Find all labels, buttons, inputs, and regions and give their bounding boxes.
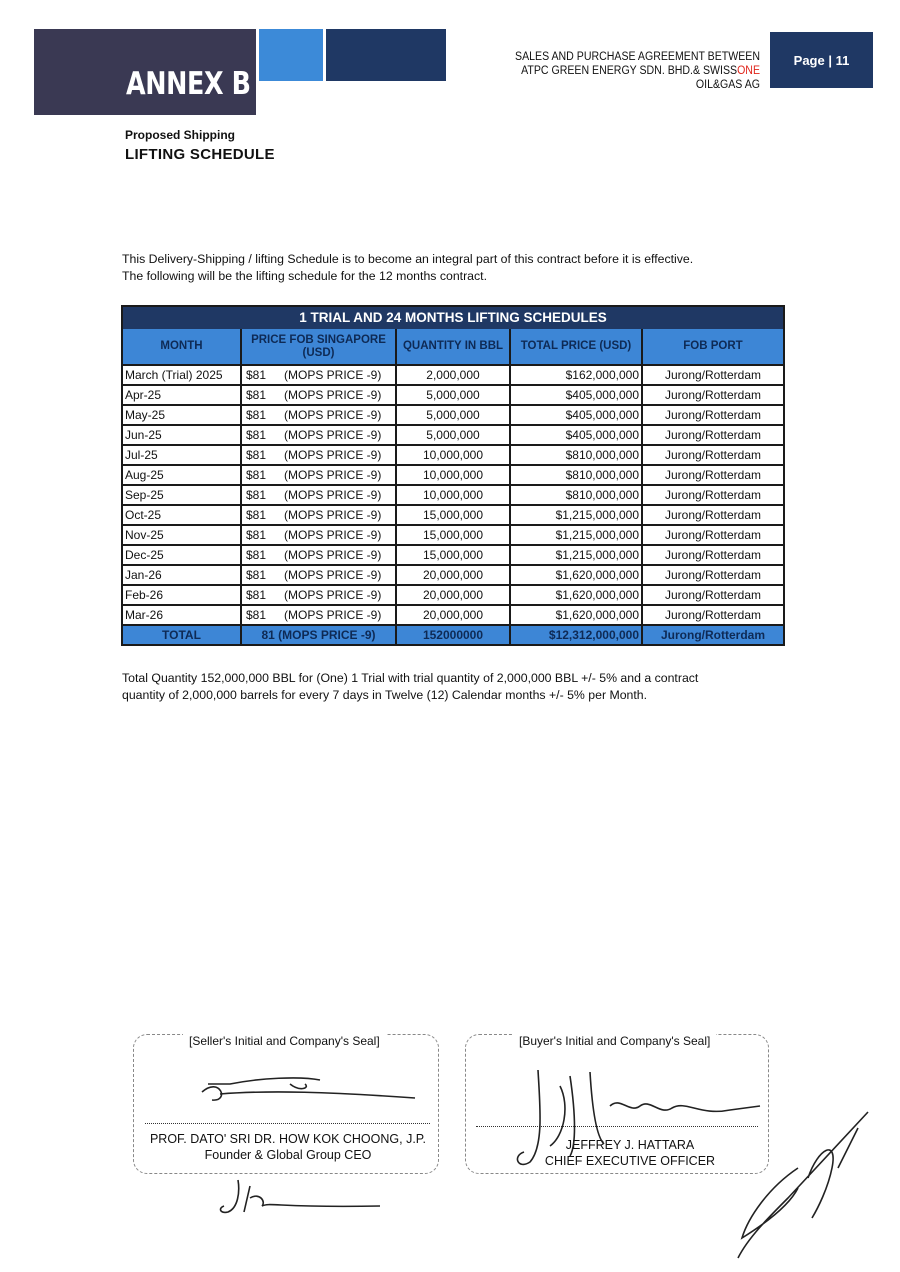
cell-month: Jul-25: [123, 446, 242, 464]
cell-month: May-25: [123, 406, 242, 424]
cell-month: Apr-25: [123, 386, 242, 404]
seller-name: PROF. DATO' SRI DR. HOW KOK CHOONG, J.P.: [149, 1132, 427, 1146]
table-row: [123, 364, 783, 384]
summary-paragraph: [122, 670, 802, 704]
total-label: TOTAL: [123, 626, 242, 644]
cell-price-mops: (MOPS PRICE -9): [284, 448, 382, 462]
agreement-line-2: ATPC GREEN ENERGY SDN. BHD.& SWISSONE OIL&GAS AG: [521, 65, 760, 91]
cell-quantity: 15,000,000: [397, 526, 511, 544]
cell-quantity: 10,000,000: [397, 446, 511, 464]
cell-price-mops: (MOPS PRICE -9): [284, 508, 382, 522]
seller-signature-line: [145, 1123, 430, 1124]
cell-price-mops: (MOPS PRICE -9): [284, 368, 382, 382]
table-row: [123, 584, 783, 604]
table-row: [123, 484, 783, 504]
cell-price-usd: $81: [246, 408, 267, 422]
table-title: 1 TRIAL AND 24 MONTHS LIFTING SCHEDULES: [123, 307, 783, 329]
table-row: [123, 444, 783, 464]
column-header-month: MONTH: [123, 329, 242, 364]
cell-total-price: $1,215,000,000: [511, 506, 643, 524]
cell-month: Mar-26: [123, 606, 242, 624]
cell-price-mops: (MOPS PRICE -9): [284, 408, 382, 422]
total-price-fob: 81 (MOPS PRICE -9): [242, 626, 397, 644]
proposed-shipping-label: Proposed Shipping: [125, 128, 235, 142]
swissone-accent: ONE: [737, 65, 760, 77]
cell-fob-port: Jurong/Rotterdam: [664, 548, 762, 562]
cell-total-price: $810,000,000: [511, 466, 643, 484]
total-price: $12,312,000,000: [511, 626, 643, 644]
cell-price-usd: $81: [246, 588, 267, 602]
seller-signature: [190, 1062, 420, 1112]
cell-price-usd: $81: [246, 568, 267, 582]
cell-price-mops: (MOPS PRICE -9): [284, 428, 382, 442]
cell-fob-port: Jurong/Rotterdam: [664, 388, 762, 402]
cell-price-usd: $81: [246, 388, 267, 402]
cell-quantity: 2,000,000: [397, 366, 511, 384]
cell-price-mops: (MOPS PRICE -9): [284, 388, 382, 402]
cell-price-usd: $81: [246, 428, 267, 442]
cell-fob-port: Jurong/Rotterdam: [664, 468, 762, 482]
cell-price: [242, 426, 397, 444]
cell-month: Oct-25: [123, 506, 242, 524]
cell-month: Sep-25: [123, 486, 242, 504]
header-navy-block: [326, 29, 446, 81]
lifting-schedule-table: [121, 305, 785, 646]
agreement-line-1: SALES AND PURCHASE AGREEMENT BETWEEN: [515, 51, 760, 63]
page-number: Page | 11: [770, 32, 873, 88]
cell-price-usd: $81: [246, 528, 267, 542]
cell-month: Jan-26: [123, 566, 242, 584]
cell-quantity: 20,000,000: [397, 566, 511, 584]
cell-fob-port: Jurong/Rotterdam: [664, 488, 762, 502]
total-quantity: 152000000: [397, 626, 511, 644]
column-header-quantity: QUANTITY IN BBL: [397, 329, 511, 364]
cell-price: [242, 506, 397, 524]
cell-fob-port: Jurong/Rotterdam: [664, 508, 762, 522]
intro-paragraph: [122, 251, 802, 285]
column-header-price: PRICE FOB SINGAPORE (USD): [242, 329, 397, 364]
cell-quantity: 20,000,000: [397, 586, 511, 604]
cell-price-mops: (MOPS PRICE -9): [284, 528, 382, 542]
cell-price-usd: $81: [246, 448, 267, 462]
cell-total-price: $1,215,000,000: [511, 546, 643, 564]
cell-month: Dec-25: [123, 546, 242, 564]
cell-price-mops: (MOPS PRICE -9): [284, 468, 382, 482]
intro-line-2: The following will be the lifting schedule for the 12 months contract.: [122, 269, 488, 283]
table-row: [123, 384, 783, 404]
seller-seal-label: [Seller's Initial and Company's Seal]: [183, 1034, 386, 1048]
cell-quantity: 20,000,000: [397, 606, 511, 624]
cell-price-mops: (MOPS PRICE -9): [284, 548, 382, 562]
total-port: Jurong/Rotterdam: [660, 628, 765, 642]
cell-price-usd: $81: [246, 608, 267, 622]
cell-total-price: $405,000,000: [511, 386, 643, 404]
cell-quantity: 15,000,000: [397, 546, 511, 564]
cell-price: [242, 406, 397, 424]
cell-fob-port: Jurong/Rotterdam: [664, 568, 762, 582]
cell-month: Jun-25: [123, 426, 242, 444]
table-row: [123, 504, 783, 524]
page-title: LIFTING SCHEDULE: [125, 146, 275, 163]
summary-line-1: Total Quantity 152,000,000 BBL for (One) 1 Trial with trial quantity of 2,000,000 BBL +/- 5% and a contract: [122, 671, 699, 685]
cell-quantity: 5,000,000: [397, 426, 511, 444]
cell-price-mops: (MOPS PRICE -9): [284, 488, 382, 502]
cell-quantity: 5,000,000: [397, 386, 511, 404]
cell-fob-port: Jurong/Rotterdam: [664, 428, 762, 442]
cell-price-usd: $81: [246, 548, 267, 562]
cell-price: [242, 606, 397, 624]
cell-month: March (Trial) 2025: [123, 366, 242, 384]
cell-total-price: $1,620,000,000: [511, 566, 643, 584]
cell-price: [242, 546, 397, 564]
cell-price: [242, 586, 397, 604]
cell-fob-port: Jurong/Rotterdam: [664, 408, 762, 422]
cell-total-price: $810,000,000: [511, 486, 643, 504]
buyer-initials-signature: [728, 1108, 878, 1268]
cell-fob-port: Jurong/Rotterdam: [664, 448, 762, 462]
cell-price-usd: $81: [246, 368, 267, 382]
cell-price: [242, 366, 397, 384]
cell-price-mops: (MOPS PRICE -9): [284, 608, 382, 622]
cell-price: [242, 466, 397, 484]
cell-total-price: $405,000,000: [511, 406, 643, 424]
cell-fob-port: Jurong/Rotterdam: [664, 608, 762, 622]
seller-name-block: [143, 1131, 433, 1163]
cell-fob-port: Jurong/Rotterdam: [664, 528, 762, 542]
cell-price-usd: $81: [246, 488, 267, 502]
table-row: [123, 604, 783, 624]
cell-month: Feb-26: [123, 586, 242, 604]
seller-initials-signature: [210, 1172, 390, 1222]
column-header-fob-port: FOB PORT: [683, 340, 743, 352]
table-row: [123, 564, 783, 584]
cell-price: [242, 386, 397, 404]
summary-line-2: quantity of 2,000,000 barrels for every 7 days in Twelve (12) Calendar months +/- 5% per Month.: [122, 688, 648, 702]
cell-quantity: 15,000,000: [397, 506, 511, 524]
cell-total-price: $810,000,000: [511, 446, 643, 464]
cell-price: [242, 566, 397, 584]
cell-price-usd: $81: [246, 468, 267, 482]
cell-month: Aug-25: [123, 466, 242, 484]
cell-fob-port: Jurong/Rotterdam: [664, 588, 762, 602]
cell-price: [242, 526, 397, 544]
table-row: [123, 524, 783, 544]
table-row: [123, 424, 783, 444]
annex-title: ANNEX B: [126, 66, 251, 102]
cell-price-mops: (MOPS PRICE -9): [284, 568, 382, 582]
table-body: [123, 364, 783, 624]
cell-quantity: 5,000,000: [397, 406, 511, 424]
column-header-total-price: TOTAL PRICE (USD): [511, 329, 643, 364]
cell-total-price: $405,000,000: [511, 426, 643, 444]
intro-line-1: This Delivery-Shipping / lifting Schedule is to become an integral part of this contract before it is effective.: [122, 252, 694, 266]
cell-total-price: $1,620,000,000: [511, 586, 643, 604]
cell-price: [242, 446, 397, 464]
cell-quantity: 10,000,000: [397, 466, 511, 484]
table-header-row: [123, 329, 783, 364]
cell-price-mops: (MOPS PRICE -9): [284, 588, 382, 602]
buyer-title: CHIEF EXECUTIVE OFFICER: [544, 1154, 716, 1168]
seller-title: Founder & Global Group CEO: [204, 1148, 372, 1162]
agreement-header: [473, 50, 760, 92]
cell-total-price: $1,620,000,000: [511, 606, 643, 624]
buyer-seal-label: [Buyer's Initial and Company's Seal]: [513, 1034, 716, 1048]
cell-fob-port: Jurong/Rotterdam: [664, 368, 762, 382]
cell-price: [242, 486, 397, 504]
cell-price-usd: $81: [246, 508, 267, 522]
buyer-name: JEFFREY J. HATTARA: [565, 1138, 695, 1152]
table-row: [123, 404, 783, 424]
cell-total-price: $1,215,000,000: [511, 526, 643, 544]
cell-quantity: 10,000,000: [397, 486, 511, 504]
table-row: [123, 544, 783, 564]
header-blue-block: [259, 29, 323, 81]
table-row: [123, 464, 783, 484]
cell-total-price: $162,000,000: [511, 366, 643, 384]
table-total-row: [123, 624, 783, 644]
cell-month: Nov-25: [123, 526, 242, 544]
